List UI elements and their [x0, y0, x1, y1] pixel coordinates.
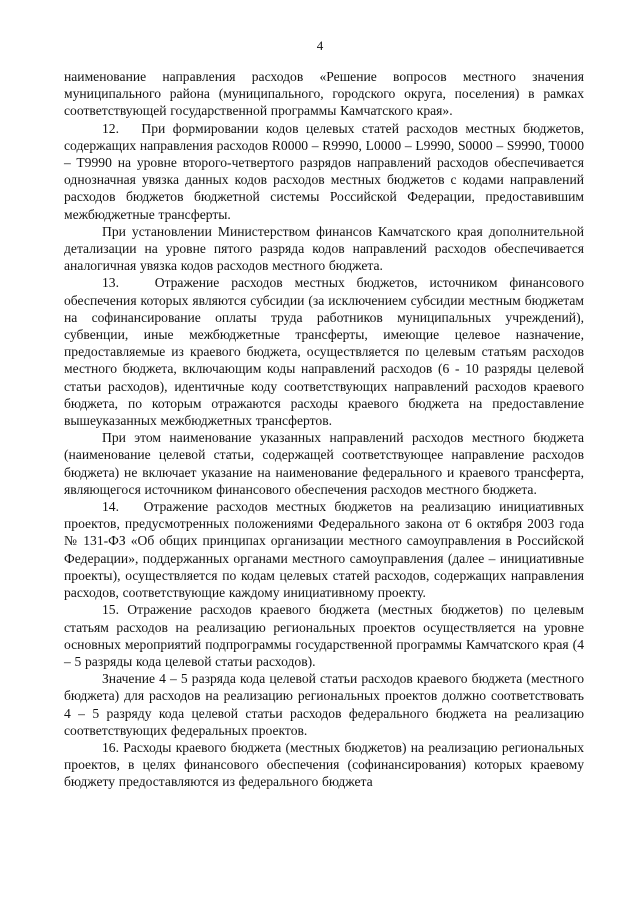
paragraph-item-15: 15. Отражение расходов краевого бюджета (местных бюджетов) по целевым статьям расходов на реализацию региональных проектов осуществляется на уровне основных мероприятий подпрограммы государственной программы Камчатского края (4 – 5 разряды кода целевой статьи расходов).: [64, 602, 584, 669]
paragraph: При установлении Министерством финансов Камчатского края дополнительной детализации на уровне пятого разряда кодов направлений расходов обеспечивается аналогичная увязка кодов расходов местного бюджета.: [64, 223, 584, 274]
paragraph-item-13: 13. Отражение расходов местных бюджетов, источником финансового обеспечения которых являются субсидии (за исключением субсидии местным бюджетам на софинансирование оплаты труда работников муниципальных учреждений), субвенции, иные межбюджетные трансферты, имеющие целевое назначение, предоставляемые из краевого бюджета, осуществляется по целевым статьям расходов местного бюджета, включающим коды направлений расходов (6 - 10 разряды целевой статьи расходов), идентичные коду соответствующих направлений расходов краевого бюджета, по которым отражаются расходы краевого бюджета на предоставление вышеуказанных межбюджетных трансфертов.: [64, 275, 584, 429]
paragraph: Значение 4 – 5 разряда кода целевой статьи расходов краевого бюджета (местного бюджета) для расходов на реализацию региональных проектов должно соответствовать 4 – 5 разряду кода целевой статьи расходов федерального бюджета на реализацию соответствующих федеральных проектов.: [64, 671, 584, 738]
page-number: 4: [316, 38, 324, 53]
paragraph-item-12: 12. При формировании кодов целевых статей расходов местных бюджетов, содержащих направления расходов R0000 – R9990, L0000 – L9990, S0000 – S9990, T0000 – T9990 на уровне второго-четвертого разрядов направлений расходов обеспечивается однозначная увязка данных кодов расходов местных бюджетов с кодами направлений расходов бюджетов бюджетной системы Российской Федерации, предоставившим межбюджетные трансферты.: [64, 120, 584, 222]
document-body: [64, 68, 584, 791]
paragraph-item-14: 14. Отражение расходов местных бюджетов на реализацию инициативных проектов, предусмотренных положениями Федерального закона от 6 октября 2003 года № 131-ФЗ «Об общих принципах организации местного самоуправления в Российской Федерации», поддержанных органами местного самоуправления (далее – инициативные проекты), осуществляется по кодам целевых статей расходов, содержащих направления расходов, соответствующие каждому инициативному проекту.: [64, 499, 584, 601]
paragraph-item-16: 16. Расходы краевого бюджета (местных бюджетов) на реализацию региональных проектов, в целях финансового обеспечения (софинансирования) которых краевому бюджету предоставляются из федерального бюджета: [64, 739, 584, 790]
paragraph: При этом наименование указанных направлений расходов местного бюджета (наименование целевой статьи, содержащей соответствующее направление расходов бюджета) не включает указание на наименование федерального и краевого трансферта, являющегося источником финансового обеспечения расходов местного бюджета.: [64, 430, 584, 497]
paragraph-continuation: наименование направления расходов «Решение вопросов местного значения муниципального района (муниципального, городского округа, поселения) в рамках соответствующей государственной программы Камчатского края».: [64, 69, 584, 119]
